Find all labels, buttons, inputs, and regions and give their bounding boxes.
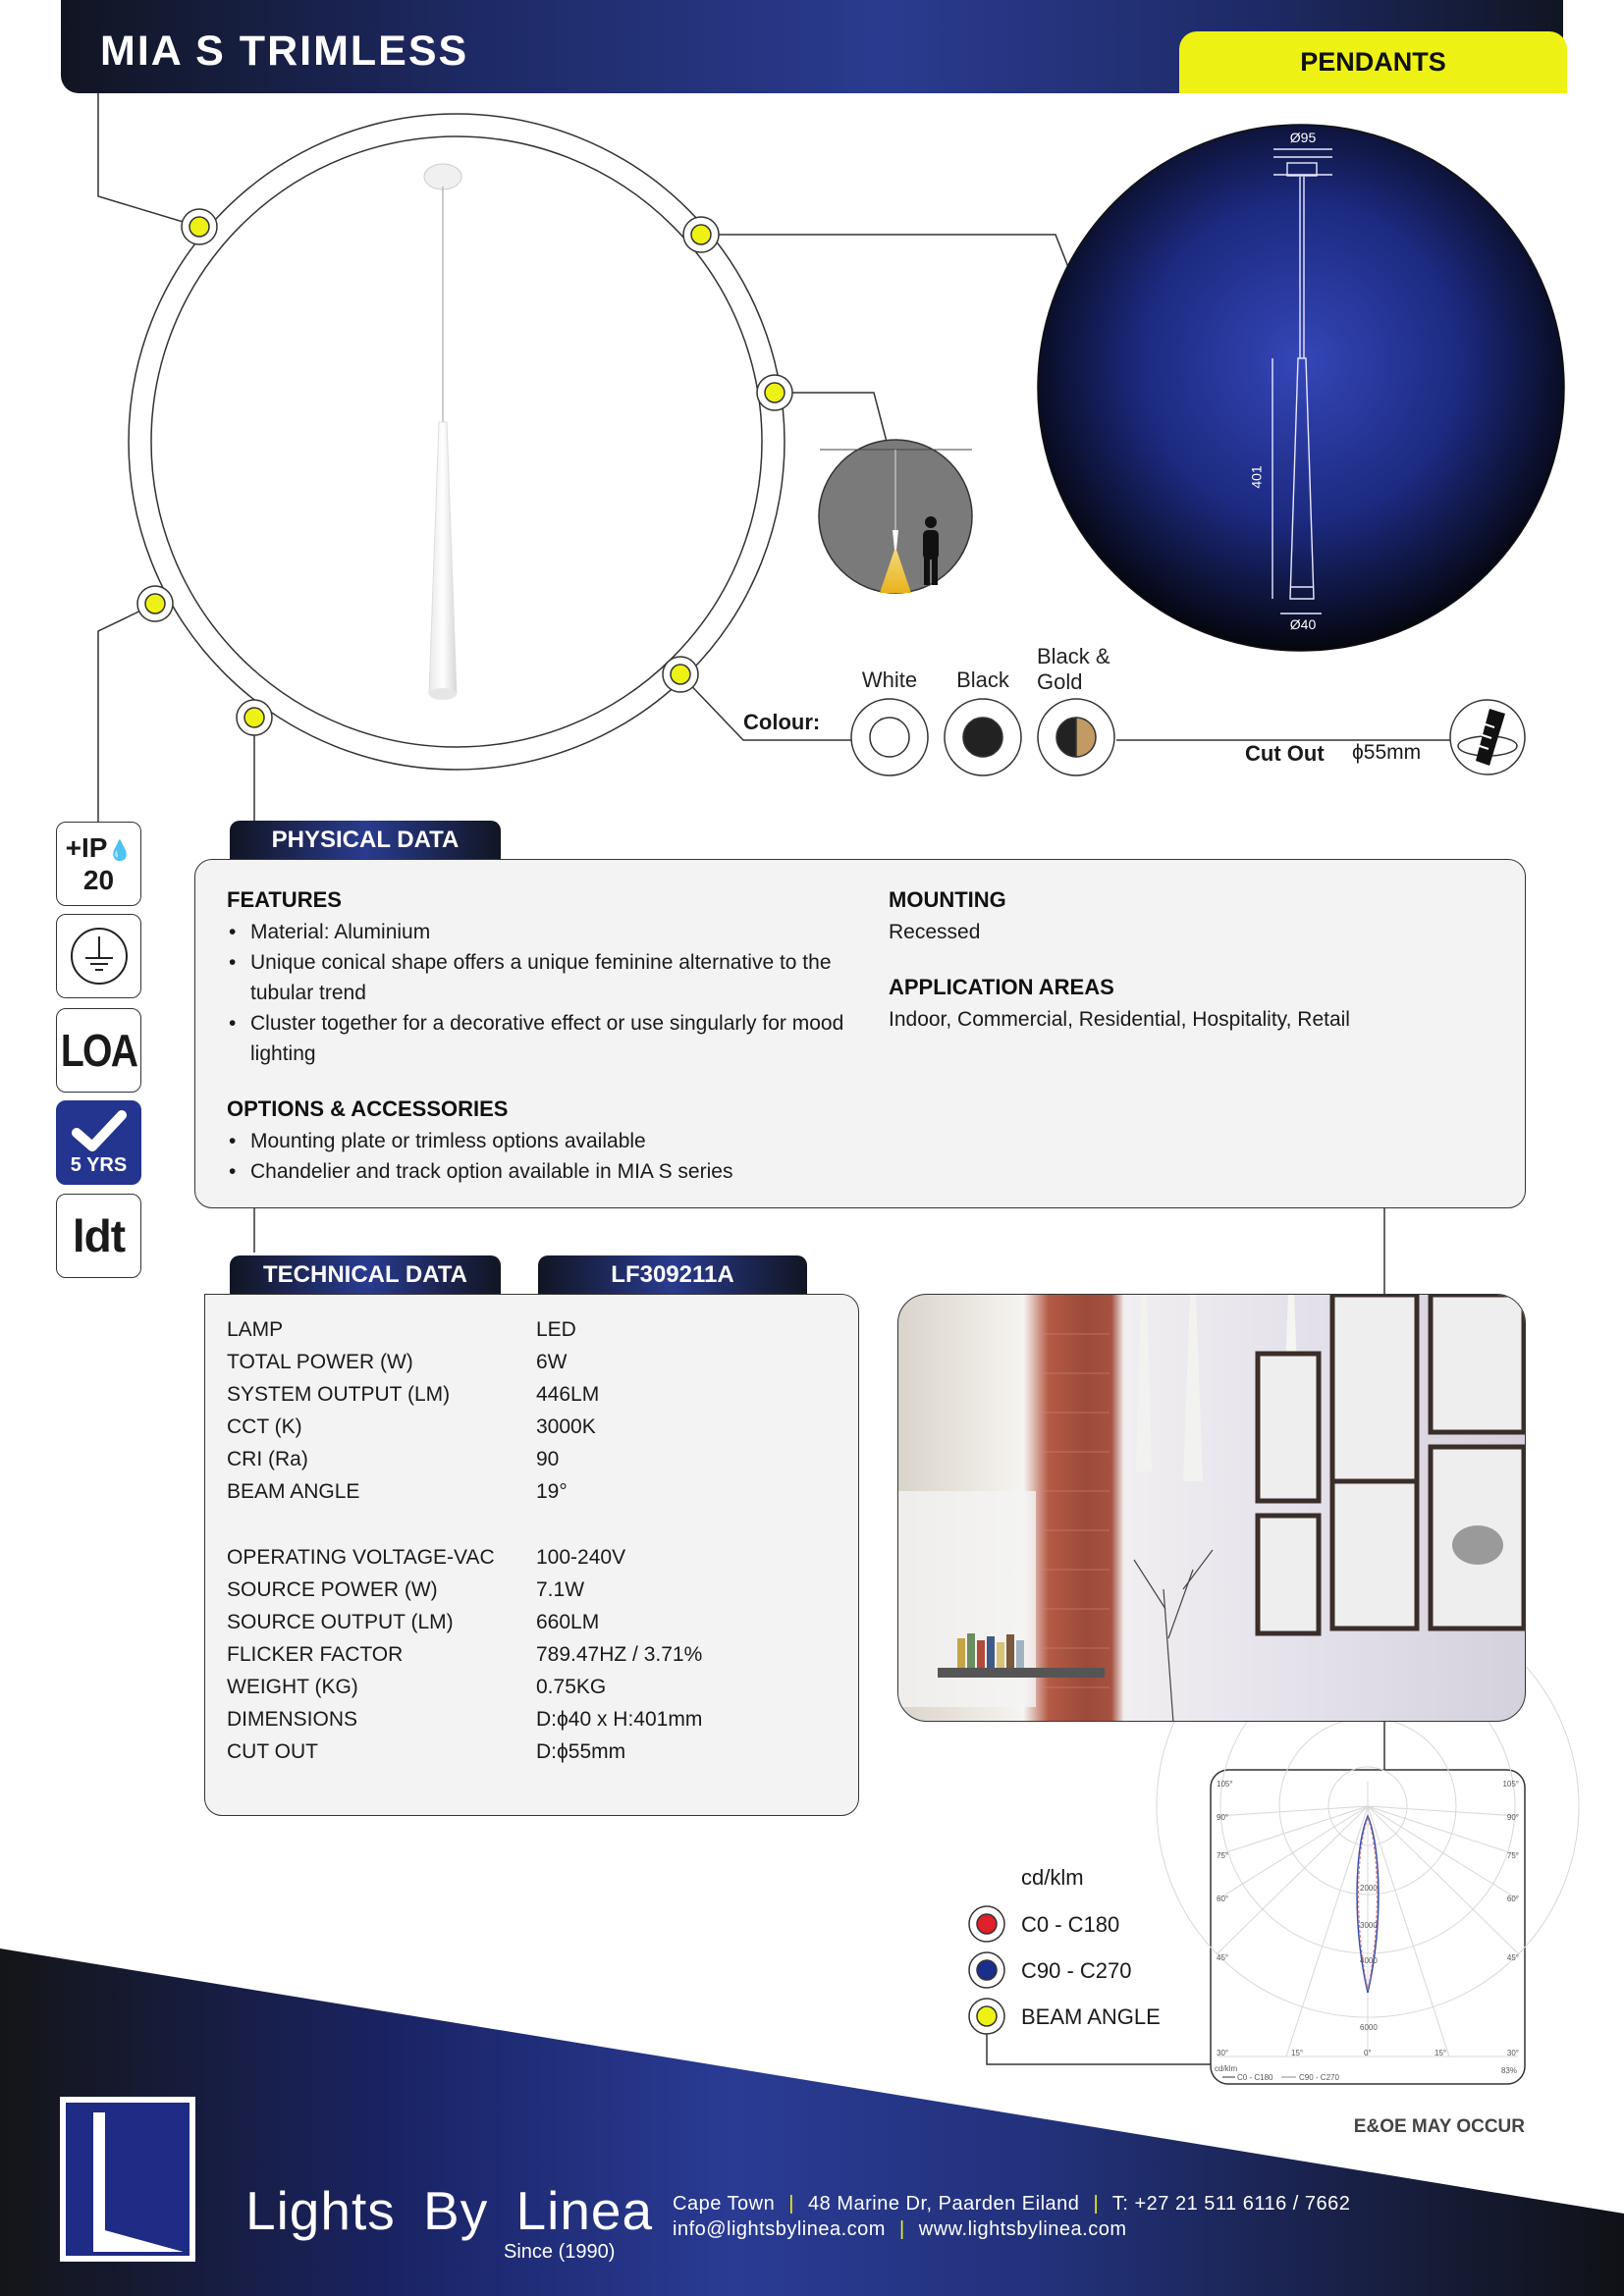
list-item: • Material: Aluminium bbox=[227, 917, 865, 947]
footer-phone[interactable]: T: +27 21 511 6116 / 7662 bbox=[1111, 2193, 1351, 2215]
polar-angle-right: 60° bbox=[1506, 1895, 1519, 1903]
polar-ring-label: 6000 bbox=[1360, 2023, 1378, 2032]
polar-angle-left: 90° bbox=[1217, 1813, 1229, 1822]
cut-out-label: Cut Out bbox=[1245, 741, 1325, 766]
row-key: LAMP bbox=[227, 1318, 284, 1341]
physical-data-tab[interactable]: PHYSICAL DATA bbox=[230, 821, 501, 860]
footer-background bbox=[0, 1949, 1624, 2296]
brand-name: Lights By Linea bbox=[245, 2180, 654, 2241]
polar-angle-bottom: 15° bbox=[1435, 2049, 1447, 2057]
mounting-title: MOUNTING bbox=[889, 887, 1006, 912]
polar-angle-right: 90° bbox=[1506, 1813, 1519, 1822]
row-value: 446LM bbox=[536, 1383, 600, 1406]
row-key: CUT OUT bbox=[227, 1740, 318, 1763]
loa-label: LOA bbox=[60, 1025, 137, 1076]
polar-angle-right: 105° bbox=[1502, 1780, 1519, 1789]
footer-contact-line1 bbox=[673, 2193, 1350, 2216]
row-key: CCT (K) bbox=[227, 1415, 302, 1438]
footer-website-link[interactable]: www.lightsbylinea.com bbox=[918, 2218, 1127, 2240]
list-item: • Mounting plate or trimless options available bbox=[227, 1126, 865, 1156]
ip20-icon bbox=[56, 822, 141, 906]
footer-separator: | bbox=[1093, 2193, 1100, 2215]
swatch-black-gold[interactable] bbox=[1038, 699, 1114, 775]
technical-data-panel bbox=[204, 1294, 859, 1816]
legend-beam-angle: BEAM ANGLE bbox=[1021, 2004, 1161, 2029]
physical-data-panel bbox=[194, 859, 1526, 1208]
row-value: 90 bbox=[536, 1448, 560, 1470]
ground-symbol-icon bbox=[68, 925, 131, 988]
application-title: APPLICATION AREAS bbox=[889, 975, 1114, 999]
row-value: LED bbox=[536, 1318, 576, 1341]
disclaimer: E&OE MAY OCCUR bbox=[1353, 2116, 1525, 2137]
features-section bbox=[227, 887, 865, 1187]
polar-foot-c90: C90 - C270 bbox=[1299, 2073, 1339, 2082]
polar-ring-label: 2000 bbox=[1360, 1884, 1378, 1893]
swatch-label-black: Black bbox=[956, 667, 1009, 692]
ldt-label: ldt bbox=[72, 1210, 126, 1261]
swatch-black[interactable] bbox=[945, 699, 1021, 775]
row-key: CRI (Ra) bbox=[227, 1448, 308, 1470]
polar-foot-c0: C0 - C180 bbox=[1237, 2073, 1273, 2082]
polar-angle-bottom: 30° bbox=[1217, 2049, 1229, 2057]
legend-c0-swatch bbox=[969, 1906, 1004, 1942]
swatch-white[interactable] bbox=[851, 699, 928, 775]
legend-c0: C0 - C180 bbox=[1021, 1912, 1120, 1937]
droplet-icon: 💧 bbox=[107, 839, 133, 862]
warranty-icon bbox=[56, 1100, 141, 1185]
row-key: SOURCE POWER (W) bbox=[227, 1578, 438, 1601]
features-title: FEATURES bbox=[227, 887, 342, 912]
polar-angle-left: 75° bbox=[1217, 1851, 1229, 1860]
footer-address: 48 Marine Dr, Paarden Eiland bbox=[808, 2193, 1080, 2215]
technical-data-tab[interactable]: TECHNICAL DATA bbox=[230, 1255, 501, 1295]
product-code-tab[interactable]: LF309211A bbox=[538, 1255, 807, 1295]
product-title: MIA S TRIMLESS bbox=[100, 27, 469, 75]
warranty-label: 5 YRS bbox=[70, 1153, 128, 1176]
legend-c90: C90 - C270 bbox=[1021, 1958, 1132, 1983]
row-key: OPERATING VOLTAGE-VAC bbox=[227, 1546, 495, 1569]
footer-separator: | bbox=[899, 2218, 905, 2240]
footer-email-link[interactable]: info@lightsbylinea.com bbox=[673, 2218, 886, 2240]
row-key: FLICKER FACTOR bbox=[227, 1643, 404, 1666]
ip-label: +IP bbox=[65, 831, 108, 863]
row-value: 7.1W bbox=[536, 1578, 585, 1601]
mounting-value: Recessed bbox=[889, 921, 981, 943]
linea-logo-icon bbox=[66, 2103, 189, 2256]
features-list bbox=[227, 917, 865, 1069]
dim-bottom-diameter: Ø40 bbox=[1289, 616, 1317, 632]
row-key: SOURCE OUTPUT (LM) bbox=[227, 1611, 454, 1633]
row-value: 100-240V bbox=[536, 1546, 626, 1569]
ldt-icon bbox=[56, 1194, 141, 1278]
photometric-unit: cd/klm bbox=[1021, 1865, 1084, 1890]
polar-angle-bottom: 15° bbox=[1291, 2049, 1304, 2057]
colour-label: Colour: bbox=[743, 710, 821, 734]
swatch-label-black-gold-line1: Black & bbox=[1037, 644, 1110, 668]
list-item: • Chandelier and track option available in MIA S series bbox=[227, 1156, 865, 1187]
list-item: • Unique conical shape offers a unique feminine alternative to the tubular trend bbox=[227, 947, 865, 1008]
polar-efficiency: 83% bbox=[1500, 2066, 1517, 2075]
list-item: • Cluster together for a decorative effect or use singularly for mood lighting bbox=[227, 1008, 865, 1069]
polar-angle-right: 45° bbox=[1506, 1953, 1519, 1962]
row-key: SYSTEM OUTPUT (LM) bbox=[227, 1383, 451, 1406]
cut-out-icon bbox=[1450, 700, 1525, 774]
swatch-label-white: White bbox=[861, 667, 918, 692]
ip-rating: 20 bbox=[82, 864, 115, 895]
options-list bbox=[227, 1126, 865, 1187]
swatch-label-black-gold bbox=[1037, 644, 1145, 695]
row-value: D:ϕ40 x H:401mm bbox=[536, 1708, 703, 1731]
row-key: BEAM ANGLE bbox=[227, 1480, 360, 1503]
polar-angle-left: 60° bbox=[1217, 1895, 1229, 1903]
polar-angle-left: 105° bbox=[1217, 1780, 1233, 1789]
polar-angle-right: 75° bbox=[1506, 1851, 1519, 1860]
row-value: 789.47HZ / 3.71% bbox=[536, 1643, 703, 1666]
polar-angle-left: 45° bbox=[1217, 1953, 1229, 1962]
row-key: DIMENSIONS bbox=[227, 1708, 358, 1731]
application-value: Indoor, Commercial, Residential, Hospitality, Retail bbox=[889, 1008, 1350, 1031]
row-key: WEIGHT (KG) bbox=[227, 1676, 358, 1698]
row-value: 19° bbox=[536, 1480, 568, 1503]
polar-angle-bottom: 30° bbox=[1506, 2049, 1519, 2057]
row-value: D:ϕ55mm bbox=[536, 1740, 626, 1763]
row-value: 6W bbox=[536, 1351, 568, 1373]
polar-ring-label: 4000 bbox=[1360, 1956, 1378, 1965]
earth-ground-icon bbox=[56, 914, 141, 998]
footer-contact-line2 bbox=[673, 2218, 1127, 2241]
dim-top-diameter: Ø95 bbox=[1289, 130, 1317, 145]
product-photo bbox=[897, 1294, 1526, 1722]
swatch-label-black-gold-line2: Gold bbox=[1037, 669, 1083, 694]
brand-since: Since (1990) bbox=[504, 2241, 616, 2263]
checkmark-icon bbox=[71, 1109, 128, 1154]
row-value: 3000K bbox=[536, 1415, 596, 1438]
loa-icon bbox=[56, 1008, 141, 1093]
dim-height: 401 bbox=[1248, 465, 1265, 489]
row-value: 660LM bbox=[536, 1611, 600, 1633]
room-scene-image bbox=[898, 1295, 1526, 1722]
polar-angle-bottom: 0° bbox=[1364, 2049, 1372, 2057]
mounting-section bbox=[889, 887, 1497, 1035]
row-key: TOTAL POWER (W) bbox=[227, 1351, 413, 1373]
footer-separator: | bbox=[788, 2193, 794, 2215]
polar-foot-unit: cd/klm bbox=[1215, 2064, 1238, 2073]
polar-ring-label: 3000 bbox=[1360, 1921, 1378, 1930]
row-value: 0.75KG bbox=[536, 1676, 607, 1698]
cut-out-value: ϕ55mm bbox=[1352, 741, 1422, 764]
options-title: OPTIONS & ACCESSORIES bbox=[227, 1096, 509, 1121]
category-tab[interactable]: PENDANTS bbox=[1179, 31, 1567, 93]
brand-logo[interactable] bbox=[60, 2097, 195, 2262]
footer-city: Cape Town bbox=[673, 2193, 776, 2215]
